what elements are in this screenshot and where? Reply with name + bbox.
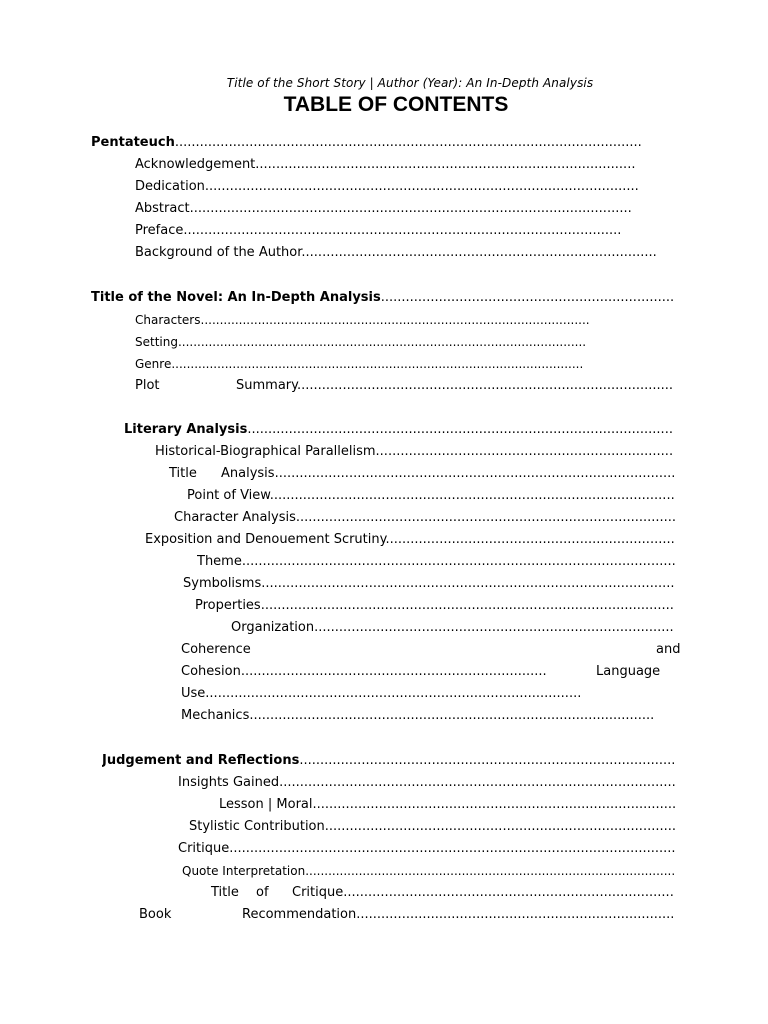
dot-leader: ...................................................................................... — [301, 245, 657, 260]
toc-entry-dedication — [135, 178, 642, 196]
dot-leader: ............................................................................. — [356, 907, 675, 922]
toc-entry-label: Historical-Biographical Parallelism — [155, 444, 376, 459]
dot-leader: ........................................................................................................... — [177, 335, 587, 349]
toc-entry-label: Exposition and Denouement Scrutiny — [145, 532, 386, 547]
toc-entry-label: Theme — [197, 554, 242, 569]
toc-entry-label: Preface — [135, 223, 184, 238]
dot-leader: .................................................................................................. — [249, 708, 655, 723]
dot-leader: ........................................................................................... — [299, 753, 676, 768]
toc-entry-label: Stylistic Contribution — [189, 819, 325, 834]
toc-entry-quote — [182, 862, 677, 880]
toc-entry-lesson — [219, 796, 677, 814]
toc-entry-label: Properties — [195, 598, 261, 613]
toc-entry-setting — [135, 333, 590, 351]
toc-entry-book-word: Book — [139, 907, 172, 922]
dot-leader: ............................................................................................ — [255, 157, 636, 172]
toc-entry-novel-analysis — [91, 289, 676, 307]
toc-entry-exposition — [145, 531, 677, 549]
dot-leader: ................................................................................................................. — [174, 135, 642, 150]
dot-leader: ....................................................................................... — [314, 620, 674, 635]
toc-entry-label: Background of the Author — [135, 245, 302, 260]
toc-entry-language: Language — [596, 664, 661, 679]
toc-entry-label: Mechanics — [181, 708, 250, 723]
dot-leader: ........................................................................................ — [312, 797, 677, 812]
toc-entry-cohesion — [181, 663, 551, 681]
toc-entry-label: Genre — [135, 357, 172, 371]
dot-leader: ...................................................................................................... — [200, 313, 590, 327]
toc-entry-title-word: Title — [169, 466, 197, 481]
toc-entry-pentateuch — [91, 134, 644, 152]
dot-leader: ........................................................................................... — [296, 378, 674, 393]
dot-leader: ........................................................................................................... — [189, 201, 632, 216]
toc-entry-label: Setting — [135, 335, 178, 349]
toc-entry-label: Pentateuch — [91, 135, 175, 150]
toc-entry-label: Organization — [231, 620, 315, 635]
toc-entry-acknowledgement — [135, 156, 640, 174]
toc-entry-point-of-view — [187, 487, 677, 505]
toc-entry-and: and — [656, 642, 681, 657]
dot-leader: ........................................................................ — [375, 444, 674, 459]
toc-entry-title-analysis — [221, 465, 677, 483]
dot-leader: .................................................................................................... — [260, 598, 674, 613]
dot-leader: ............................................................................................ — [295, 510, 677, 525]
toc-entry-mechanics — [181, 707, 657, 725]
toc-entry-label: Critique — [178, 841, 230, 856]
toc-entry-label: Symbolisms — [183, 576, 262, 591]
toc-entry-book-recommendation — [242, 906, 677, 924]
toc-entry-of-word: of — [256, 885, 269, 900]
toc-entry-organization — [231, 619, 677, 637]
toc-entry-label: Analysis — [221, 466, 275, 481]
toc-entry-stylistic — [189, 818, 677, 836]
toc-entry-theme — [197, 553, 677, 571]
toc-entry-label: Character Analysis — [174, 510, 296, 525]
toc-entry-plot-summary — [236, 377, 676, 395]
toc-entry-label: Summary — [236, 378, 297, 393]
toc-entry-historical — [155, 443, 677, 461]
dot-leader: ......................................................................................................... — [241, 554, 676, 569]
dot-leader: ............................................................................................................ — [229, 841, 676, 856]
dot-leader: ................................................................................ — [343, 885, 674, 900]
dot-leader: .................................................................................................. — [269, 488, 675, 503]
toc-entry-insights — [178, 774, 677, 792]
toc-entry-label: Recommendation — [242, 907, 357, 922]
dot-leader: .................................................................................................... — [261, 576, 675, 591]
toc-entry-judgement — [102, 752, 677, 770]
toc-entry-label: Dedication — [135, 179, 205, 194]
toc-entry-preface — [135, 222, 626, 240]
toc-entry-properties — [195, 597, 677, 615]
toc-entry-characters — [135, 311, 592, 329]
toc-entry-literary-analysis — [124, 421, 677, 439]
toc-entry-label: Literary Analysis — [124, 422, 248, 437]
dot-leader: ..................................................................................... — [324, 819, 676, 834]
dot-leader: ....................................................................... — [380, 290, 675, 305]
toc-entry-plot-word: Plot — [135, 378, 160, 393]
toc-entry-title-of-critique — [292, 884, 677, 902]
toc-entry-genre — [135, 355, 585, 373]
dot-leader: ................................................................................................ — [279, 775, 676, 790]
page-title: TABLE OF CONTENTS — [283, 93, 509, 116]
document-subtitle: Title of the Short Story | Author (Year): An In-Depth Analysis — [226, 76, 594, 90]
toc-entry-label: Cohesion — [181, 664, 241, 679]
dot-leader: .......................................................................... — [240, 664, 547, 679]
dot-leader: ................................................................................................. — [305, 864, 676, 878]
toc-entry-critique — [178, 840, 677, 858]
dot-leader: ....................................................................................................... — [247, 422, 673, 437]
toc-entry-label: Judgement and Reflections — [102, 753, 300, 768]
toc-entry-symbolisms — [183, 575, 677, 593]
toc-entry-label: Use — [181, 686, 206, 701]
toc-entry-background — [135, 244, 658, 262]
dot-leader: ........................................................................................... — [205, 686, 582, 701]
toc-entry-label: Lesson | Moral — [219, 797, 313, 812]
dot-leader: ......................................................................................................... — [204, 179, 639, 194]
toc-entry-abstract — [135, 200, 633, 218]
dot-leader: ................................................................................................. — [274, 466, 676, 481]
toc-entry-coherence: Coherence — [181, 642, 251, 657]
toc-entry-label: Point of View — [187, 488, 270, 503]
dot-leader: ............................................................................................................ — [171, 357, 584, 371]
dot-leader: .......................................................................................................... — [183, 223, 622, 238]
dot-leader: ...................................................................... — [385, 532, 675, 547]
toc-entry-label: Characters — [135, 313, 201, 327]
toc-entry-use — [181, 685, 584, 703]
toc-entry-label: Quote Interpretation — [182, 864, 306, 878]
toc-entry-label: Title of the Novel: An In-Depth Analysis — [91, 290, 381, 305]
toc-entry-label: Abstract — [135, 201, 190, 216]
toc-entry-title-of-word: Title — [211, 885, 239, 900]
toc-entry-label: Insights Gained — [178, 775, 280, 790]
toc-entry-label: Acknowledgement — [135, 157, 256, 172]
toc-entry-character-analysis — [174, 509, 677, 527]
toc-entry-label: Critique — [292, 885, 344, 900]
